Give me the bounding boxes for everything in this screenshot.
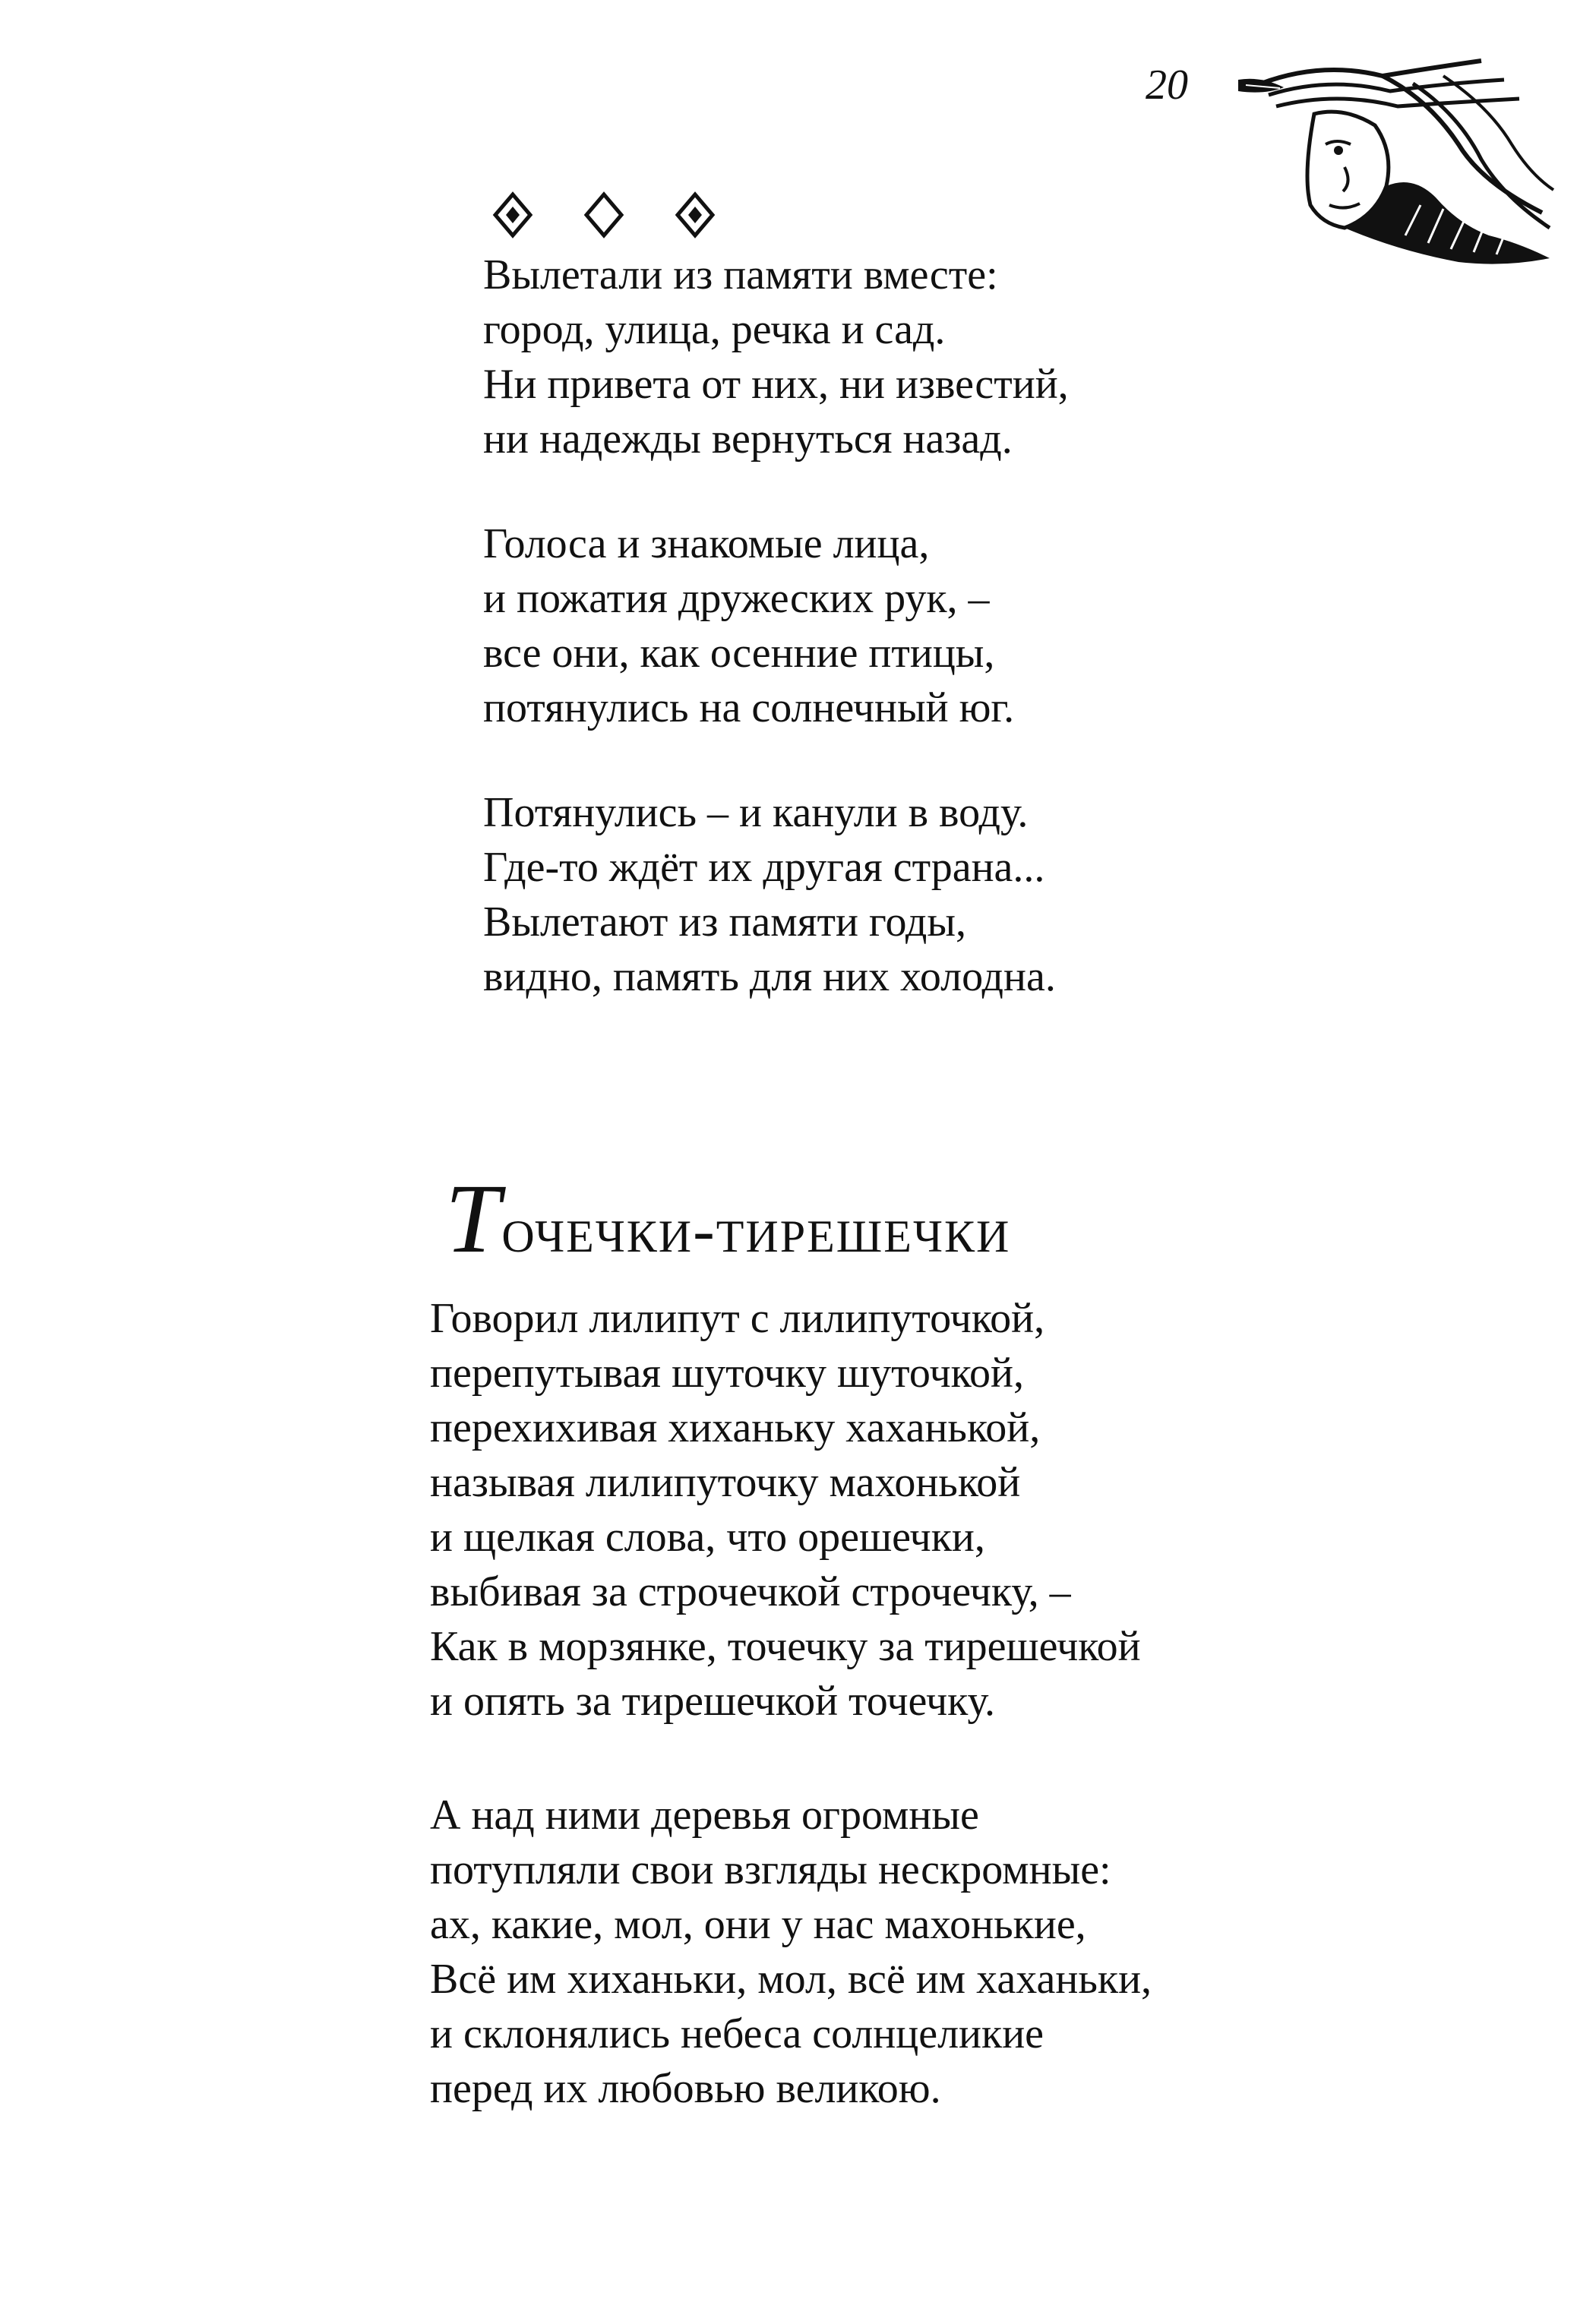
- poem-line: Где-то ждёт их другая страна...: [483, 844, 1045, 891]
- poem-line: и пожатия дружеских рук, –: [483, 575, 990, 622]
- poem2-stanza-1: [430, 1291, 1141, 1729]
- poem-line: и щелкая слова, что орешечки,: [430, 1514, 985, 1561]
- poem-line: потупляли свои взгляды нескромные:: [430, 1846, 1111, 1893]
- poem-line: называя лилипуточку махонькой: [430, 1459, 1021, 1506]
- poem-title: [445, 1164, 1011, 1274]
- poem-line: Вылетали из памяти вместе:: [483, 251, 998, 298]
- poem-line: выбивая за строчечкой строчечку, –: [430, 1568, 1071, 1615]
- poem2-stanza-2: [430, 1788, 1152, 2116]
- poem-line: и опять за тирешечкой точечку.: [430, 1678, 995, 1725]
- title-initial: Т: [445, 1164, 502, 1274]
- poem-line: Как в морзянке, точечку за тирешечкой: [430, 1623, 1141, 1670]
- poem1-stanza-3: [483, 785, 1056, 1004]
- poem-line: перед их любовью великою.: [430, 2065, 941, 2112]
- poem-line: перехихивая хиханьку хаханькой,: [430, 1404, 1041, 1451]
- bird-face-illustration-icon: [1231, 53, 1557, 273]
- poem-line: ни надежды вернуться назад.: [483, 415, 1013, 463]
- poem-line: Вылетают из памяти годы,: [483, 898, 966, 946]
- poem-line: ах, какие, мол, они у нас махонькие,: [430, 1901, 1086, 1948]
- poem-line: Говорил лилипут с лилипуточкой,: [430, 1295, 1045, 1342]
- poem-line: и склонялись небеса солнцеликие: [430, 2010, 1044, 2057]
- poem1-stanza-2: [483, 516, 1014, 735]
- poem-line: перепутывая шуточку шуточкой,: [430, 1350, 1024, 1397]
- poem-line: А над ними деревья огромные: [430, 1792, 979, 1839]
- poem-line: Ни привета от них, ни известий,: [483, 361, 1069, 408]
- title-rest: очечки-тирешечки: [501, 1193, 1011, 1266]
- poem-line: Потянулись – и канули в воду.: [483, 789, 1029, 836]
- poem-line: город, улица, речка и сад.: [483, 306, 946, 353]
- poem-line: все они, как осенние птицы,: [483, 630, 995, 677]
- poem-line: Голоса и знакомые лица,: [483, 520, 930, 567]
- poem-line: потянулись на солнечный юг.: [483, 684, 1015, 731]
- page-number: 20: [1146, 62, 1188, 109]
- poem1-stanza-1: [483, 248, 1069, 466]
- three-diamonds-icon: [486, 188, 722, 242]
- poem-line: видно, память для них холодна.: [483, 953, 1056, 1000]
- poem-line: Всё им хиханьки, мол, всё им хаханьки,: [430, 1956, 1152, 2003]
